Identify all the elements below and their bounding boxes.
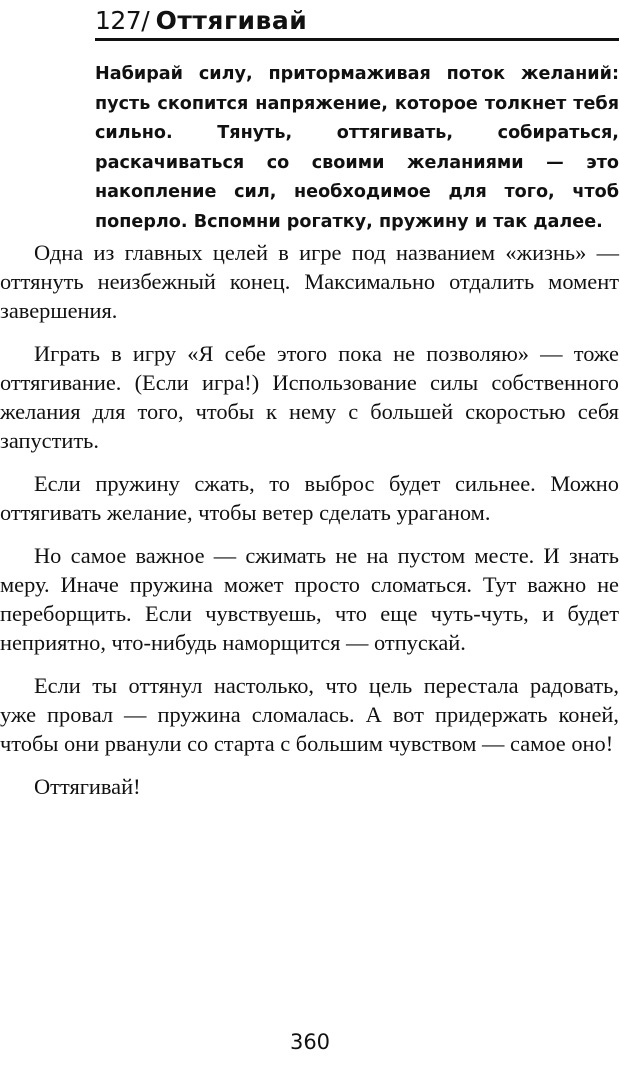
paragraph: Играть в игру «Я себе этого пока не позволяю» — тоже оттягивание. (Если игра!) Использование силы собственного желания для того, чтобы к нему с большей скоростью себя запустить. xyxy=(0,341,619,453)
paragraph: Если ты оттянул настолько, что цель перестала радовать, уже провал — пружина сломалась. А вот придержать коней, чтобы они рванули со старта с большим чувством — самое оно! xyxy=(0,673,619,756)
chapter-header xyxy=(95,2,619,38)
chapter-slash: / xyxy=(141,5,150,35)
paragraph: Оттягивай! xyxy=(34,774,141,799)
chapter-title: Оттягивай xyxy=(155,5,308,35)
paragraph: Но самое важное — сжимать не на пустом месте. И знать меру. Иначе пружина может просто сломаться. Тут важно не переборщить. Если чувствуешь, что еще чуть-чуть, и будет неприятно, что-нибудь наморщится — отпускай. xyxy=(0,543,619,655)
epigraph: Набирай силу, притормаживая поток желаний: пусть скопится напряжение, которое толкнет тебя сильно. Тянуть, оттягивать, собираться, раскачиваться со своими желаниями — это накопление сил, необходимое для того, чтоб поперло. Вспомни рогатку, пружину и так далее. xyxy=(95,64,619,232)
paragraph: Если пружину сжать, то выброс будет сильнее. Можно оттягивать желание, чтобы ветер сделать ураганом. xyxy=(0,471,619,525)
body-text xyxy=(0,238,619,815)
paragraph: Одна из главных целей в игре под названием «жизнь» — оттянуть неизбежный конец. Максимально отдалить момент завершения. xyxy=(0,240,619,323)
page-number: 360 xyxy=(289,1030,331,1054)
chapter-number: 127 xyxy=(95,5,142,35)
header-rule xyxy=(95,38,619,41)
